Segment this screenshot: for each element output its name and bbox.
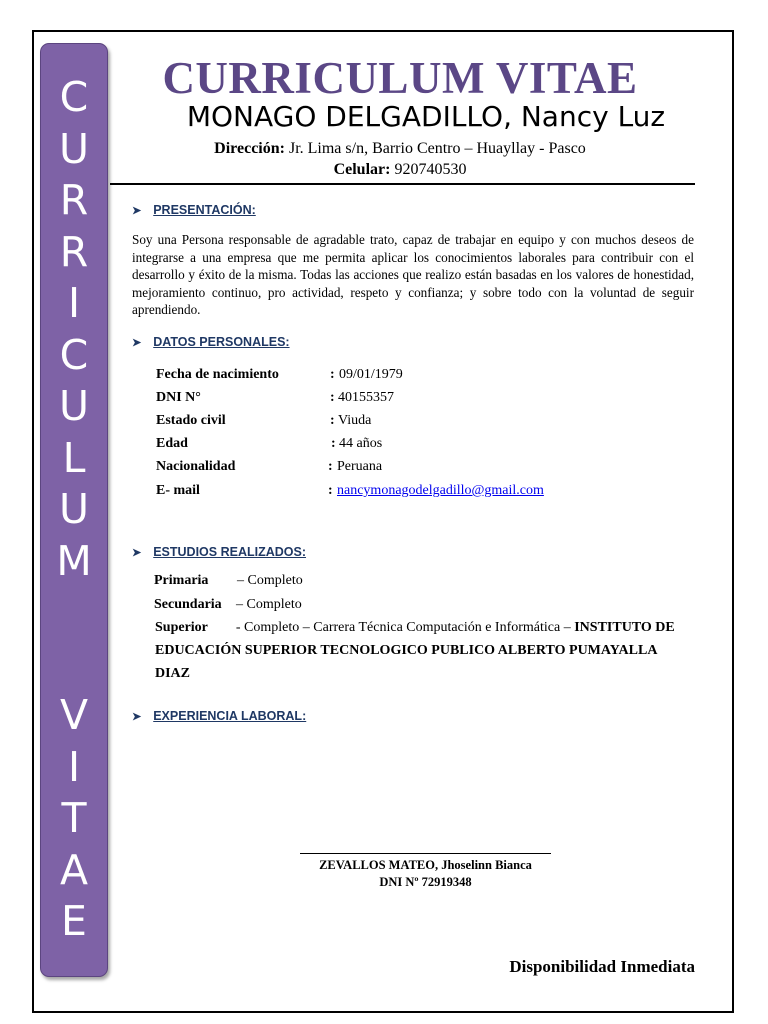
section-presentacion-heading — [132, 203, 256, 217]
side-letter: A — [59, 845, 89, 894]
field-colon: : — [331, 436, 336, 451]
side-letter: U — [58, 124, 89, 173]
study-level-label: Superior — [155, 620, 208, 635]
field-value: 40155357 — [338, 390, 394, 405]
side-letter: R — [59, 227, 89, 276]
field-colon: : — [330, 367, 335, 382]
phone-line — [110, 161, 690, 179]
header-divider — [110, 183, 695, 185]
study-row-superior — [155, 616, 695, 685]
field-colon: : — [330, 390, 335, 405]
field-label: Fecha de nacimiento — [156, 367, 279, 382]
study-level-label: Secundaria — [154, 597, 222, 612]
section-heading-label: EXPERIENCIA LABORAL: — [153, 709, 307, 723]
field-label: DNI N° — [156, 390, 201, 405]
phone-label: Celular: — [333, 161, 391, 178]
email-link[interactable]: nancymonagodelgadillo@gmail.com — [337, 483, 544, 498]
document-title: CURRICULUM VITAE — [162, 53, 638, 103]
arrow-bullet-icon: ➤ — [132, 337, 142, 349]
field-colon: : — [328, 459, 333, 474]
arrow-bullet-icon: ➤ — [132, 205, 142, 217]
field-value: Peruana — [337, 459, 383, 474]
side-letter: I — [67, 279, 81, 327]
side-letter: U — [58, 382, 89, 430]
field-label: Nacionalidad — [156, 459, 236, 474]
side-letter: R — [59, 176, 89, 224]
candidate-name: MONAGO DELGADILLO, Nancy Luz — [186, 100, 666, 133]
field-colon: : — [330, 413, 335, 428]
section-heading-label: PRESENTACIÓN: — [153, 203, 256, 217]
personal-data-row — [156, 459, 656, 479]
side-letter: C — [59, 330, 89, 379]
field-label: Estado civil — [156, 413, 226, 428]
address-value: Jr. Lima s/n, Barrio Centro – Huayllay - Pasco — [288, 140, 586, 157]
side-letter: T — [61, 794, 87, 842]
side-letter: V — [59, 691, 89, 739]
signature-name: ZEVALLOS MATEO, Jhoselinn Bianca — [319, 858, 532, 872]
section-datos-personales-heading — [132, 335, 290, 349]
study-level-label: Primaria — [154, 573, 209, 588]
field-label: Edad — [156, 436, 188, 451]
study-status: - Completo – Carrera Técnica Computación e Informática – — [235, 620, 571, 635]
institution-name: INSTITUTO DE EDUCACIÓN SUPERIOR TECNOLOGICO PUBLICO ALBERTO PUMAYALLA DIAZ — [155, 620, 675, 681]
field-value: 44 años — [339, 436, 383, 451]
signature-line — [300, 853, 551, 854]
side-letter: I — [67, 742, 81, 791]
phone-value: 920740530 — [394, 161, 467, 178]
study-status: – Completo — [237, 573, 303, 588]
section-experiencia-heading — [132, 709, 306, 723]
side-letter — [40, 587, 108, 639]
signature-dni: DNI Nº 72919348 — [379, 875, 472, 889]
side-letter: U — [58, 485, 89, 533]
side-letter — [40, 639, 108, 691]
side-letter: C — [59, 73, 89, 121]
section-estudios-heading — [132, 545, 306, 559]
side-letter: M — [56, 536, 92, 585]
personal-data-row — [156, 436, 656, 456]
field-colon: : — [328, 483, 333, 498]
availability-note: Disponibilidad Inmediata — [509, 957, 695, 976]
section-heading-label: ESTUDIOS REALIZADOS: — [153, 545, 307, 559]
field-label: E- mail — [156, 483, 200, 498]
arrow-bullet-icon: ➤ — [132, 711, 142, 723]
personal-data-row — [156, 390, 656, 410]
side-letter: E — [61, 897, 87, 945]
personal-data-row — [156, 367, 656, 387]
address-label: Dirección: — [214, 140, 285, 157]
study-status: – Completo — [236, 597, 302, 612]
side-banner-text — [40, 72, 108, 948]
field-value: Viuda — [338, 413, 372, 428]
field-value: 09/01/1979 — [339, 367, 403, 382]
personal-data-row — [156, 483, 656, 503]
section-heading-label: DATOS PERSONALES: — [153, 335, 290, 349]
presentation-paragraph: Soy una Persona responsable de agradable trato, capaz de trabajar en equipo y con muchos deseos de integrarse a una empresa que me permita aplicar los conocimientos laborales para contribuir con el desarrollo y éxito de la misma. Todas las acciones que realizo están basadas en los valores de honestidad, mejoramiento continuo, pro actividad, respeto y confianza; y sobre todo con la voluntad de seguir aprendiendo. — [132, 232, 694, 318]
personal-data-row — [156, 413, 656, 433]
address-line — [110, 140, 690, 158]
arrow-bullet-icon: ➤ — [132, 547, 142, 559]
side-letter: L — [62, 433, 86, 482]
